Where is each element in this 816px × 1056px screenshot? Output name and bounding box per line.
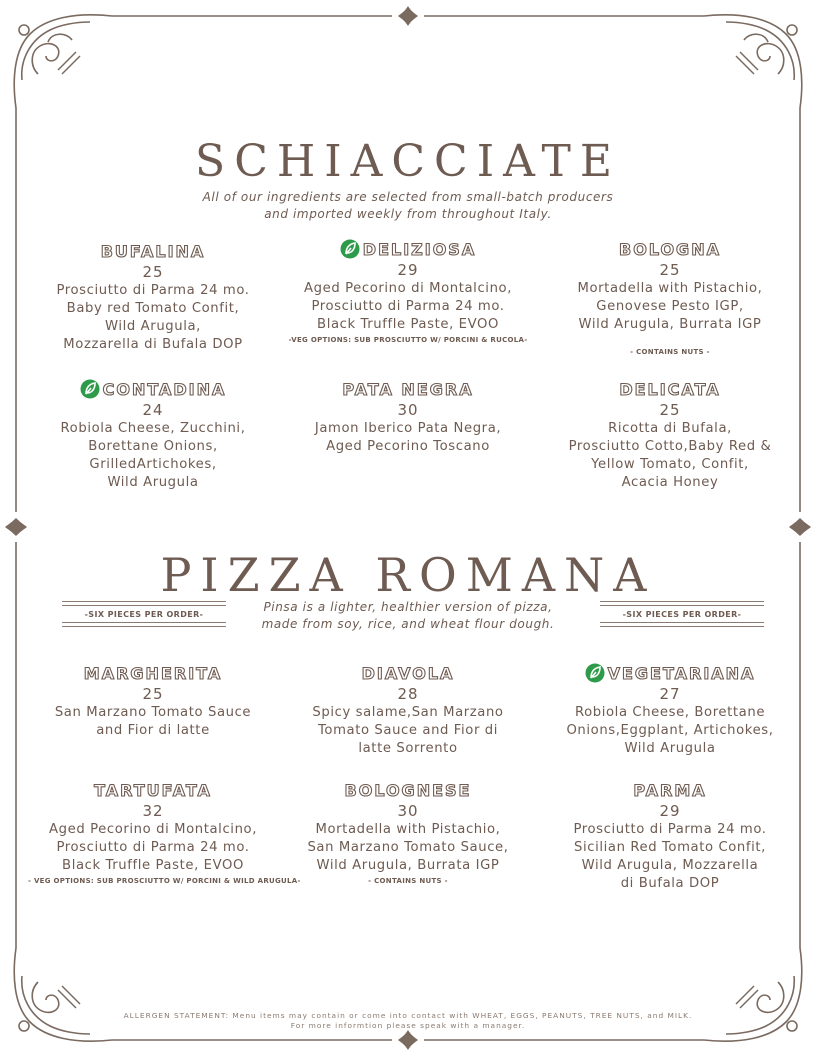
menu-item-description: San Marzano Tomato Sauce and Fior di latte bbox=[54, 705, 252, 738]
menu-item-price: 25 bbox=[659, 401, 681, 419]
menu-item-price: 27 bbox=[659, 685, 681, 703]
menu-item-description: Prosciutto di Parma 24 mo. Baby red Tomato Confit, Wild Arugula, Mozzarella di Bufala DOP bbox=[56, 283, 250, 352]
menu-item-header bbox=[545, 662, 795, 684]
menu-item-name: BUFALINA bbox=[100, 241, 206, 261]
menu-item-name: CONTADINA bbox=[102, 379, 227, 399]
menu-item-description: Robiola Cheese, Zucchini, Borettane Onions, GrilledArtichokes, Wild Arugula bbox=[60, 421, 246, 490]
menu-item-name: BOLOGNESE bbox=[344, 780, 472, 800]
menu-item-parma bbox=[545, 779, 795, 893]
menu-item-price: 30 bbox=[397, 401, 419, 419]
menu-item-description: Aged Pecorino di Montalcino, Prosciutto di Parma 24 mo. Black Truffle Paste, EVOO bbox=[49, 822, 257, 873]
menu-item-tartufata bbox=[28, 779, 301, 885]
menu-item-price: 24 bbox=[142, 401, 164, 419]
top-center-ornament bbox=[398, 6, 418, 26]
menu-item-bufalina bbox=[28, 240, 278, 354]
allergen-statement: ALLERGEN STATEMENT: Menu items may contain or come into contact with WHEAT, EGGS, PEANUTS, TREE NUTS, and MILK. For more informtion please speak with a manager. bbox=[123, 1011, 693, 1030]
menu-item-pata-negra bbox=[283, 378, 533, 456]
menu-item-name: DELIZIOSA bbox=[362, 239, 477, 259]
menu-item-price: 25 bbox=[142, 263, 164, 281]
menu-item-description: Aged Pecorino di Montalcino, Prosciutto di Parma 24 mo. Black Truffle Paste, EVOO bbox=[304, 281, 512, 332]
menu-item-diavola bbox=[283, 662, 533, 758]
menu-item-header bbox=[28, 240, 278, 262]
section-title-schiacciate: SCHIACCIATE bbox=[195, 136, 621, 187]
menu-item-price: 30 bbox=[397, 802, 419, 820]
menu-item-price: 29 bbox=[397, 261, 419, 279]
menu-item-note: - VEG OPTIONS: SUB PROSCIUTTO W/ PORCINI & WILD ARUGULA- bbox=[28, 877, 301, 885]
menu-item-name: MARGHERITA bbox=[83, 663, 223, 683]
vegetarian-leaf-icon bbox=[80, 379, 100, 399]
menu-item-description: Ricotta di Bufala, Prosciutto Cotto,Baby Red & Yellow Tomato, Confit, Acacia Honey bbox=[568, 421, 772, 490]
menu-item-price: 25 bbox=[659, 261, 681, 279]
menu-item-contadina bbox=[28, 378, 278, 492]
menu-item-header bbox=[545, 779, 795, 801]
menu-item-header bbox=[28, 378, 278, 400]
menu-item-note: -VEG OPTIONS: SUB PROSCIUTTO W/ PORCINI & RUCOLA- bbox=[288, 336, 528, 344]
menu-item-name: PATA NEGRA bbox=[342, 379, 474, 399]
menu-item-name: DELICATA bbox=[619, 379, 721, 399]
menu-item-note: - CONTAINS NUTS - bbox=[368, 877, 448, 885]
section-subtitle-schiacciate: All of our ingredients are selected from small-batch producers and imported weekly from throughout Italy. bbox=[202, 190, 614, 221]
menu-item-note: - CONTAINS NUTS - bbox=[630, 348, 710, 356]
pieces-note-left: -SIX PIECES PER ORDER- bbox=[62, 599, 226, 630]
menu-item-bolognese bbox=[283, 779, 533, 885]
menu-item-deliziosa bbox=[283, 238, 533, 344]
menu-item-name: PARMA bbox=[633, 780, 707, 800]
pieces-note-right: -SIX PIECES PER ORDER- bbox=[600, 599, 764, 630]
menu-item-description: Mortadella with Pistachio, Genovese Pesto IGP, Wild Arugula, Burrata IGP bbox=[577, 281, 763, 332]
menu-item-name: DIAVOLA bbox=[361, 663, 455, 683]
menu-item-description: Robiola Cheese, Borettane Onions,Eggplant, Artichokes, Wild Arugula bbox=[566, 705, 774, 756]
menu-item-price: 29 bbox=[659, 802, 681, 820]
menu-item-header bbox=[545, 378, 795, 400]
menu-item-bologna bbox=[545, 238, 795, 356]
menu-item-description: Jamon Iberico Pata Negra, Aged Pecorino Toscano bbox=[314, 421, 502, 454]
menu-item-description: Spicy salame,San Marzano Tomato Sauce and Fior di latte Sorrento bbox=[312, 705, 504, 756]
menu-item-price: 28 bbox=[397, 685, 419, 703]
menu-item-vegetariana bbox=[545, 662, 795, 758]
menu-item-description: Mortadella with Pistachio, San Marzano Tomato Sauce, Wild Arugula, Burrata IGP bbox=[307, 822, 509, 873]
menu-item-header bbox=[28, 779, 278, 801]
menu-item-name: TARTUFATA bbox=[94, 780, 212, 800]
menu-item-price: 32 bbox=[142, 802, 164, 820]
menu-item-name: VEGETARIANA bbox=[607, 663, 756, 683]
section-subtitle-pizza-romana: Pinsa is a lighter, healthier version of pizza, made from soy, rice, and wheat flour dough. bbox=[261, 600, 555, 631]
menu-item-description: Prosciutto di Parma 24 mo. Sicilian Red Tomato Confit, Wild Arugula, Mozzarella di Bufala DOP bbox=[573, 822, 767, 891]
menu-item-margherita bbox=[28, 662, 278, 740]
menu-item-header bbox=[283, 779, 533, 801]
menu-item-header bbox=[283, 238, 533, 260]
vegetarian-leaf-icon bbox=[340, 239, 360, 259]
menu-item-header bbox=[283, 378, 533, 400]
menu-item-price: 25 bbox=[142, 685, 164, 703]
menu-item-name: BOLOGNA bbox=[619, 239, 721, 259]
menu-item-header bbox=[28, 662, 278, 684]
vegetarian-leaf-icon bbox=[585, 663, 605, 683]
section-title-pizza-romana: PIZZA ROMANA bbox=[160, 548, 656, 602]
menu-item-header bbox=[283, 662, 533, 684]
menu-item-delicata bbox=[545, 378, 795, 492]
menu-item-header bbox=[545, 238, 795, 260]
